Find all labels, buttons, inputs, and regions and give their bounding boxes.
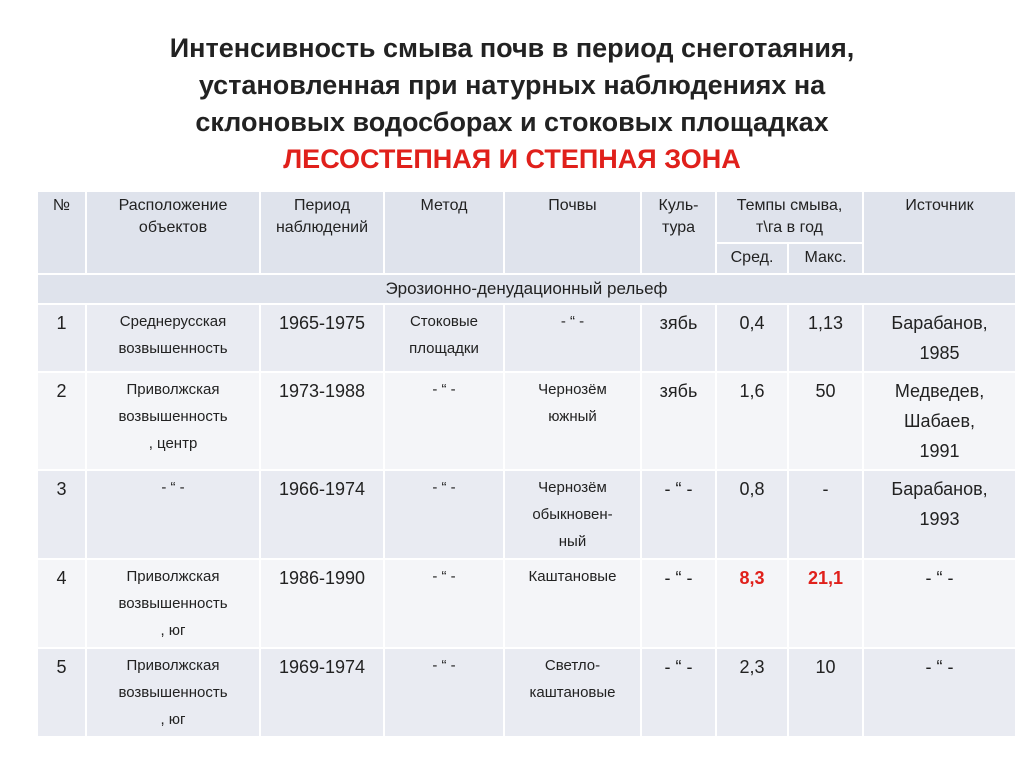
- cell-max: 1,13: [788, 304, 863, 372]
- cell-source: Барабанов, 1993: [863, 470, 1016, 559]
- cell-period: 1969-1974: [260, 648, 384, 737]
- header-num: №: [37, 191, 86, 274]
- table-row: [37, 470, 1016, 559]
- cell-num: 5: [37, 648, 86, 737]
- header-location: Расположение объектов: [86, 191, 260, 274]
- title-line: Интенсивность смыва почв в период снеготаяния,: [169, 33, 855, 63]
- cell-crop: зябь: [641, 372, 716, 470]
- cell-max: 10: [788, 648, 863, 737]
- header-method: Метод: [384, 191, 504, 274]
- header-rate-avg: Сред.: [716, 243, 788, 274]
- cell-source: - “ -: [863, 559, 1016, 648]
- cell-source: Барабанов, 1985: [863, 304, 1016, 372]
- cell-location: Приволжская возвышенность , юг: [86, 559, 260, 648]
- cell-method: - “ -: [384, 470, 504, 559]
- cell-method: - “ -: [384, 559, 504, 648]
- cell-period: 1973-1988: [260, 372, 384, 470]
- cell-num: 3: [37, 470, 86, 559]
- cell-period: 1966-1974: [260, 470, 384, 559]
- table-row: [37, 559, 1016, 648]
- cell-avg: 0,4: [716, 304, 788, 372]
- cell-crop: зябь: [641, 304, 716, 372]
- cell-crop: - “ -: [641, 470, 716, 559]
- cell-crop: - “ -: [641, 648, 716, 737]
- table-row: [37, 372, 1016, 470]
- section-label: Эрозионно-денудационный рельеф: [37, 274, 1016, 304]
- cell-crop: - “ -: [641, 559, 716, 648]
- header-rate: Темпы смыва, т\га в год: [716, 191, 863, 243]
- cell-num: 2: [37, 372, 86, 470]
- cell-location: Среднерусская возвышенность: [86, 304, 260, 372]
- cell-num: 1: [37, 304, 86, 372]
- cell-avg: 8,3: [716, 559, 788, 648]
- cell-source: - “ -: [863, 648, 1016, 737]
- cell-period: 1965-1975: [260, 304, 384, 372]
- cell-soils: Чернозём южный: [504, 372, 641, 470]
- cell-avg: 1,6: [716, 372, 788, 470]
- erosion-table: [36, 190, 1017, 738]
- header-source: Источник: [863, 191, 1016, 274]
- cell-period: 1986-1990: [260, 559, 384, 648]
- table-row: [37, 648, 1016, 737]
- cell-method: - “ -: [384, 372, 504, 470]
- title-line: установленная при натурных наблюдениях на: [198, 70, 826, 100]
- header-soils: Почвы: [504, 191, 641, 274]
- cell-soils: Чернозём обыкновен- ный: [504, 470, 641, 559]
- cell-num: 4: [37, 559, 86, 648]
- cell-location: Приволжская возвышенность , центр: [86, 372, 260, 470]
- cell-max: 50: [788, 372, 863, 470]
- cell-soils: - “ -: [504, 304, 641, 372]
- title-line: склоновых водосборах и стоковых площадках: [195, 107, 829, 137]
- cell-avg: 2,3: [716, 648, 788, 737]
- cell-soils: Каштановые: [504, 559, 641, 648]
- header-crop: Куль- тура: [641, 191, 716, 274]
- cell-soils: Светло- каштановые: [504, 648, 641, 737]
- cell-method: - “ -: [384, 648, 504, 737]
- cell-avg: 0,8: [716, 470, 788, 559]
- header-rate-max: Макс.: [788, 243, 863, 274]
- cell-location: Приволжская возвышенность , юг: [86, 648, 260, 737]
- header-period: Период наблюдений: [260, 191, 384, 274]
- slide-title: [40, 30, 984, 178]
- cell-method: Стоковые площадки: [384, 304, 504, 372]
- cell-max: -: [788, 470, 863, 559]
- table-row: [37, 304, 1016, 372]
- cell-location: - “ -: [86, 470, 260, 559]
- cell-max: 21,1: [788, 559, 863, 648]
- zone-subtitle: ЛЕСОСТЕПНАЯ И СТЕПНАЯ ЗОНА: [283, 144, 741, 174]
- cell-source: Медведев, Шабаев, 1991: [863, 372, 1016, 470]
